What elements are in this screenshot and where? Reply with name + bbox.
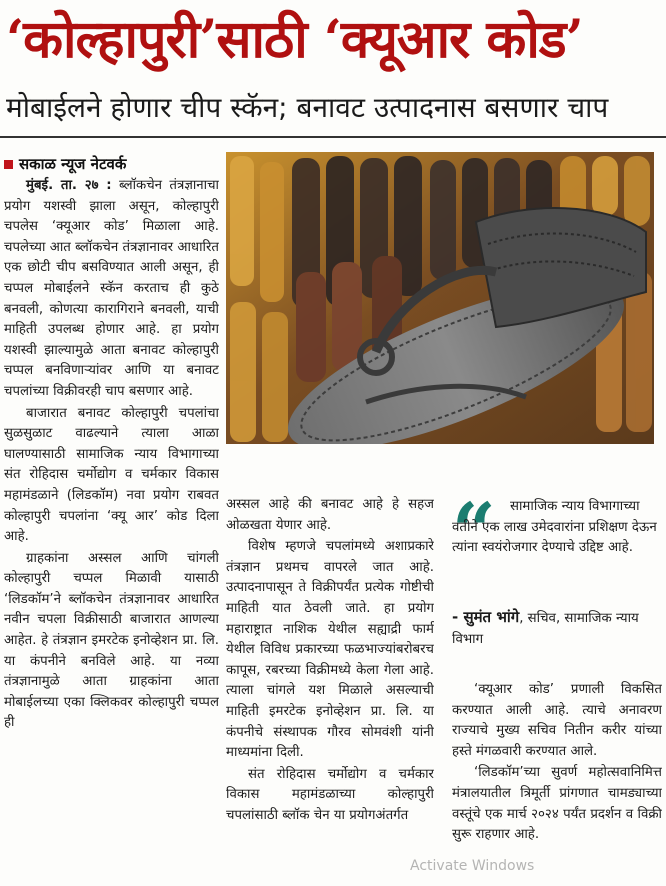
- article-column-1: [4, 176, 219, 886]
- headline: ‘कोल्हापुरी’साठी ‘क्यूआर कोड’: [6, 9, 583, 70]
- kolhapuri-chappal-photo: [226, 152, 654, 444]
- pull-quote: [452, 486, 662, 662]
- byline-text: सकाळ न्यूज नेटवर्क: [19, 155, 127, 173]
- article-paragraph: ग्राहकांना अस्सल आणि चांगली कोल्हापुरी चप्पल मिळावी यासाठी ‘लिडकॉम’ने ब्लॉकचेन तंत्रज्ञानावर आधारित नवीन चपला विक्रीसाठी बाजारात आणल्या आहेत. हे तंत्रज्ञान इमरटेक इनोव्हेशन प्रा. लि. या कंपनीने बनविले आहे. या नव्या तंत्रज्ञानामुळे आता ग्राहकांना आता मोबाईलच्या एका क्लिकवर कोल्हापुरी चप्पल ही: [4, 550, 219, 731]
- article-column-2: [226, 495, 434, 886]
- article-paragraph: ब्लॉकचेन तंत्रज्ञानाचा प्रयोग यशस्वी झाला असून, कोल्हापुरी चपलेस ‘क्यूआर कोड’ मिळाला आहे. चपलेच्या आत ब्लॉकचेन तंत्रज्ञानावर आधारित एक छोटी चीप बसविण्यात आली असून, ही चप्पल मोबाईलने स्कॅन करताच ही कुठे बनवली, कोणत्या कारागिराने बनवली, याची माहिती उपलब्ध होणार आहे. हा प्रयोग यशस्वी झाल्यामुळे आता बनावट कोल्हापुरी चप्पल बनविणाऱ्यांवर आणि या बनावट चपलांच्या विक्रीवरही चाप बसणार आहे.: [4, 178, 219, 399]
- article-paragraph: ‘लिडकॉम’च्या सुवर्ण महोत्सवानिमित्त मंत्रालयातील त्रिमूर्ती प्रांगणात चामड्याच्या वस्तूंचे एक मार्च २०२४ पर्यंत प्रदर्शन व विक्री सुरू राहणार आहे.: [452, 765, 662, 843]
- activate-windows-watermark: Activate Windows: [410, 858, 535, 874]
- article-paragraph: अस्सल आहे की बनावट आहे हे सहज ओळखता येणार आहे.: [226, 497, 434, 533]
- quote-mark-icon: “: [452, 486, 496, 575]
- quote-text: सामाजिक न्याय विभागाच्या वतीने एक लाख उमेदवारांना प्रशिक्षण देऊन त्यांना स्वयंरोजगार देण्याचे उद्दिष्ट आहे.: [452, 499, 657, 556]
- quote-author: [452, 607, 662, 650]
- dateline: मुंबई. ता. २७ :: [26, 178, 112, 193]
- divider: [0, 136, 666, 138]
- article-paragraph: बाजारात बनावट कोल्हापुरी चपलांचा सुळसुळाट वाढल्याने त्याला आळा घालण्यासाठी सामाजिक न्याय विभागाच्या संत रोहिदास चर्मोद्योग व चर्मकार विकास महामंडळाने (लिडकॉम) नवा प्रयोग राबवत कोल्हापुरी चपलांना ‘क्यू आर’ कोड दिला आहे.: [4, 405, 219, 545]
- article-paragraph: विशेष म्हणजे चपलांमध्ये अशाप्रकारे तंत्रज्ञान प्रथमच वापरले जात आहे. उत्पादनापासून ते विक्रीपर्यंत प्रत्येक गोष्टीची माहिती यात ठेवली जाते. हा प्रयोग महाराष्ट्रात नाशिक येथील सह्याद्री फार्म येथील विविध प्रकारच्या फळभाज्यांबरोबरच कापूस, रबरच्या विक्रीमध्ये केला गेला आहे. त्याला चांगले यश मिळाले असल्याची माहिती इमरटेक इनोव्हेशन प्रा. लि. या कंपनीचे संस्थापक गौरव सोमवंशी यांनी माध्यमांना दिली.: [226, 539, 434, 761]
- byline-marker-icon: [4, 160, 13, 169]
- quote-author-title: , सचिव, सामाजिक न्याय विभाग: [452, 611, 639, 647]
- article-paragraph: ‘क्यूआर कोड’ प्रणाली विकसित करण्यात आली आहे. त्याचे अनावरण राज्याचे मुख्य सचिव नितीन करीर यांच्या हस्ते मंगळवारी करण्यात आले.: [452, 682, 662, 759]
- quote-author-name: - सुमंत भांगे: [452, 608, 520, 626]
- byline: [4, 152, 219, 176]
- article-photo: [226, 152, 654, 444]
- article-paragraph: संत रोहिदास चर्मोद्योग व चर्मकार विकास महामंडळाच्या कोल्हापुरी चपलांसाठी ब्लॉक चेन या प्रयोगअंतर्गत: [226, 766, 434, 823]
- subheadline: मोबाईलने होणार चीप स्कॅन; बनावट उत्पादनास बसणार चाप: [6, 91, 609, 124]
- article-column-3: [452, 680, 662, 886]
